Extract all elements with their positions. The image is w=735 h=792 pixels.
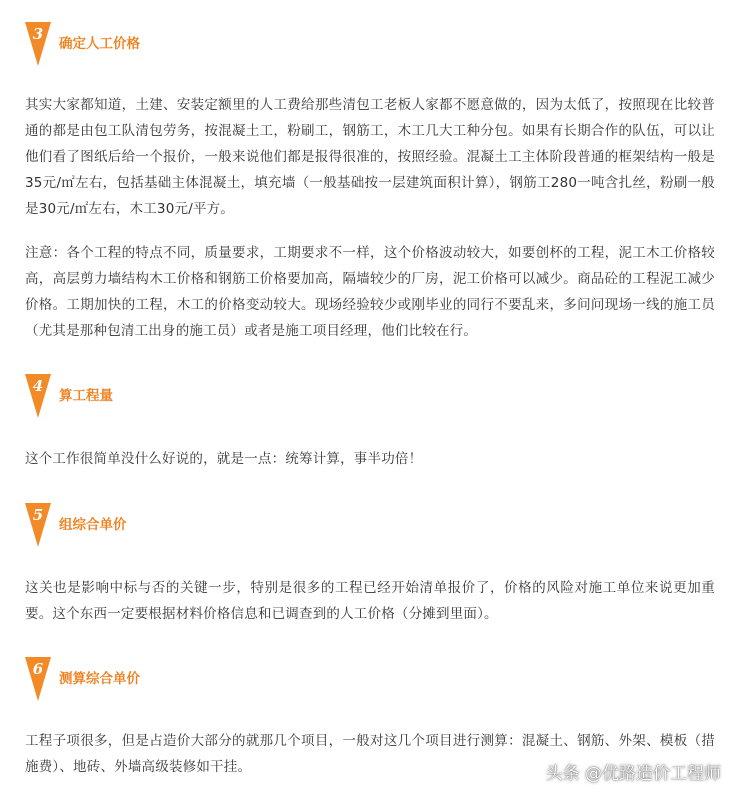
section-header-3 [25,22,140,66]
section-header-5 [25,503,127,547]
paragraph-labor-price: 其实大家都知道，土建、安装定额里的人工费给那些清包工老板人家都不愿意做的，因为太低了，按照现在比较普通的都是由包工队清包劳务，按混凝土工，粉刷工，钢筋工，木工几大工种分包。如果有长期合作的队伍，可以让他们看了图纸后给一个报价，一般来说他们都是报得很准的，按照经验。混凝土工主体阶段普通的框架结构一般是35元/㎡左右，包括基础主体混凝土，填充墙（一般基础按一层建筑面积计算），钢筋工280一吨含扎丝，粉刷一般是30元/㎡左右，木工30元/平方。 [25,97,715,217]
section-header-6 [25,657,140,701]
section-number-badge [25,657,51,701]
section-title: 测算综合单价 [59,671,140,687]
section-number: 4 [32,377,44,395]
paragraph-estimate: 工程子项很多，但是占造价大部分的就那几个项目，一般对这几个项目进行测算：混凝土、钢筋、外架、模板（措施费）、地砖、外墙高级装修如干挂。 [25,733,715,775]
section-title: 算工程量 [59,388,113,404]
section-number: 6 [32,660,44,678]
section-title: 确定人工价格 [59,36,140,52]
paragraph-unit-price: 这关也是影响中标与否的关键一步，特别是很多的工程已经开始清单报价了，价格的风险对施工单位来说更加重要。这个东西一定要根据材料价格信息和已调查到的人工价格（分摊到里面）。 [25,580,715,622]
section-title: 组综合单价 [59,517,127,533]
section-number: 5 [32,506,44,524]
section-number-badge [25,374,51,418]
section-header-4 [25,374,113,418]
paragraph-notice: 注意：各个工程的特点不同，质量要求，工期要求不一样，这个价格波动较大，如要创杯的工程，泥工木工价格较高，高层剪力墙结构木工价格和钢筋工价格要加高，隔墙较少的厂房，泥工价格可以减少。商品砼的工程泥工减少价格。工期加快的工程，木工的价格变动较大。现场经验较少或刚毕业的同行不要乱来，多问问现场一线的施工员（尤其是那种包清工出身的施工员）或者是施工项目经理，他们比较在行。 [25,245,715,339]
section-number-badge [25,503,51,547]
paragraph-quantity: 这个工作很简单没什么好说的，就是一点：统筹计算，事半功倍！ [25,451,423,467]
watermark: 头条 @优路造价工程师 [545,764,721,784]
section-number: 3 [32,25,44,43]
section-number-badge [25,22,51,66]
